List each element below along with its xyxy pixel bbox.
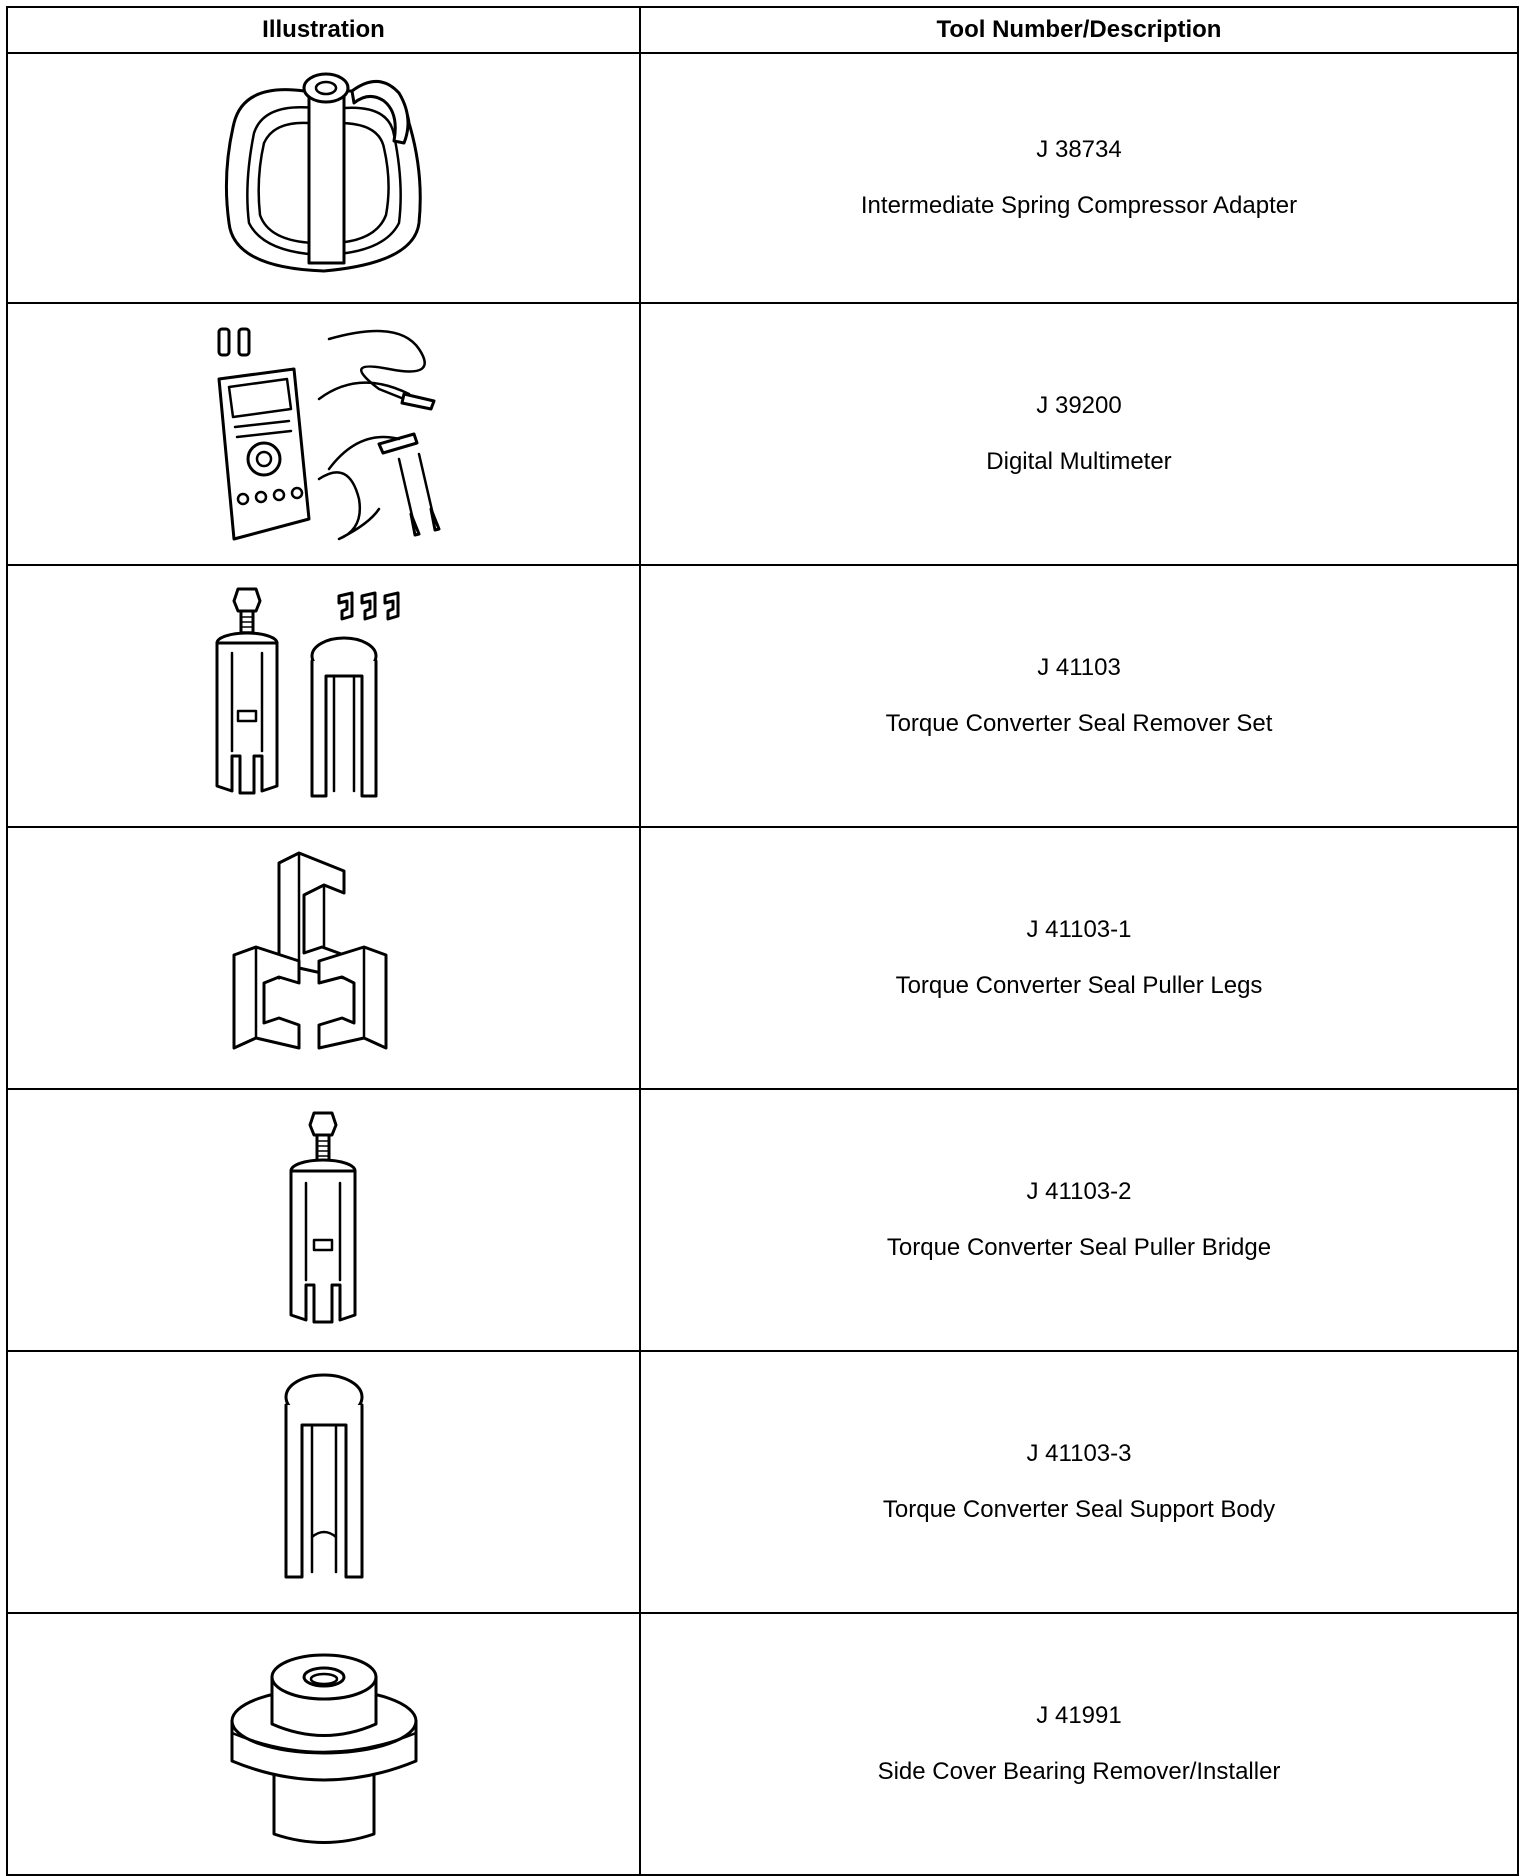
tool-number: J 41991 bbox=[1036, 1702, 1122, 1729]
table-header-row bbox=[7, 7, 1518, 53]
support-body-icon bbox=[204, 1367, 444, 1597]
puller-bridge-icon bbox=[204, 1105, 444, 1335]
illustration-cell bbox=[7, 1089, 640, 1351]
table-row bbox=[7, 1351, 1518, 1613]
seal-remover-set-icon bbox=[204, 581, 444, 811]
illustration-cell bbox=[7, 827, 640, 1089]
tool-description: Torque Converter Seal Puller Legs bbox=[895, 972, 1263, 999]
illustration-cell bbox=[7, 303, 640, 565]
illustration-cell bbox=[7, 1613, 640, 1875]
tool-cell bbox=[640, 1089, 1518, 1351]
tool-cell bbox=[640, 565, 1518, 827]
tool-description: Torque Converter Seal Remover Set bbox=[885, 710, 1273, 737]
spring-compressor-adapter-icon bbox=[204, 63, 444, 293]
tool-number: J 41103 bbox=[1037, 654, 1121, 681]
header-illustration: Illustration bbox=[7, 7, 640, 53]
tool-description: Torque Converter Seal Puller Bridge bbox=[886, 1234, 1272, 1261]
tool-description: Intermediate Spring Compressor Adapter bbox=[860, 192, 1298, 219]
table-row bbox=[7, 53, 1518, 303]
table-row bbox=[7, 303, 1518, 565]
table-row bbox=[7, 565, 1518, 827]
illustration-cell bbox=[7, 1351, 640, 1613]
illustration-cell bbox=[7, 565, 640, 827]
tool-number: J 41103-1 bbox=[1026, 916, 1132, 943]
tool-number: J 41103-3 bbox=[1026, 1440, 1132, 1467]
tool-description: Side Cover Bearing Remover/Installer bbox=[877, 1758, 1281, 1785]
digital-multimeter-icon bbox=[199, 309, 449, 559]
header-tool-number-description: Tool Number/Description bbox=[640, 7, 1518, 53]
tool-number: J 39200 bbox=[1036, 392, 1122, 419]
tool-cell bbox=[640, 1351, 1518, 1613]
table-row bbox=[7, 827, 1518, 1089]
puller-legs-icon bbox=[204, 843, 444, 1073]
bearing-remover-installer-icon bbox=[204, 1629, 444, 1859]
tool-description: Torque Converter Seal Support Body bbox=[882, 1496, 1276, 1523]
tool-cell bbox=[640, 827, 1518, 1089]
table-row bbox=[7, 1613, 1518, 1875]
tool-number: J 41103-2 bbox=[1026, 1178, 1132, 1205]
tool-description: Digital Multimeter bbox=[986, 448, 1172, 475]
tool-number: J 38734 bbox=[1036, 136, 1122, 163]
tool-cell bbox=[640, 303, 1518, 565]
illustration-cell bbox=[7, 53, 640, 303]
tool-cell bbox=[640, 1613, 1518, 1875]
special-tools-table bbox=[6, 6, 1519, 1876]
table-row bbox=[7, 1089, 1518, 1351]
tool-cell bbox=[640, 53, 1518, 303]
